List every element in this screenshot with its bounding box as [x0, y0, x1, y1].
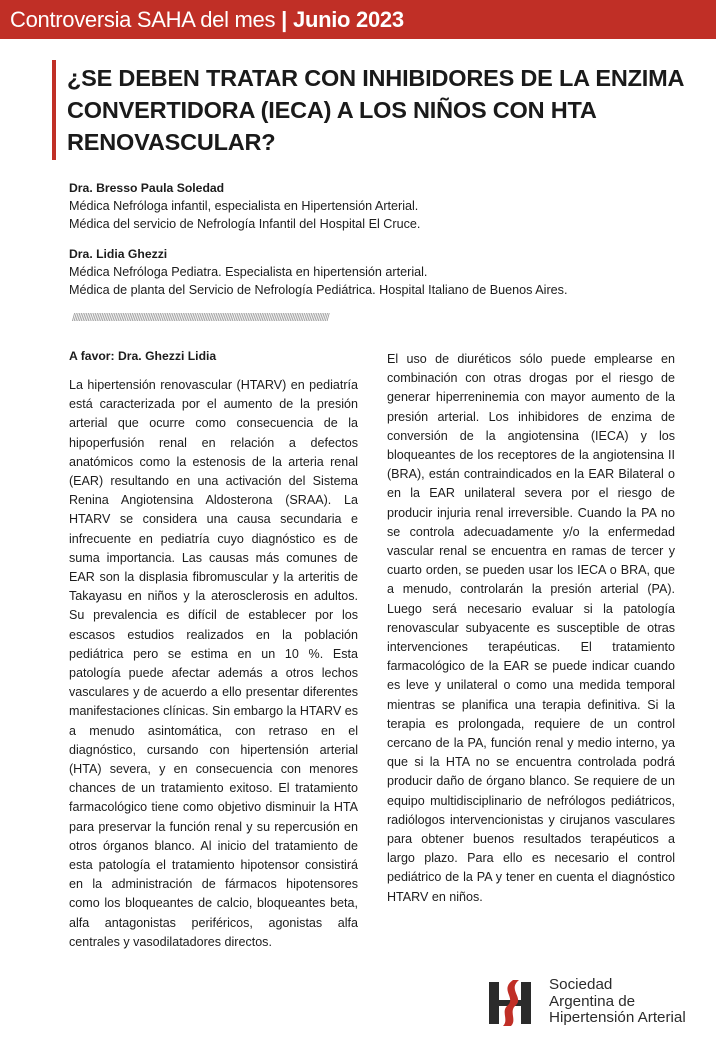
header-date: Junio 2023 — [293, 7, 404, 32]
author-2 — [69, 245, 669, 299]
authors-block — [69, 179, 669, 311]
logo-line-3: Hipertensión Arterial — [549, 1009, 686, 1026]
author-2-line-2: Médica de planta del Servicio de Nefrología Pediátrica. Hospital Italiano de Buenos Aires. — [69, 283, 568, 297]
title-accent-rule — [52, 60, 56, 160]
author-2-line-1: Médica Nefróloga Pediatra. Especialista en hipertensión arterial. — [69, 265, 428, 279]
author-1 — [69, 179, 669, 233]
author-1-line-2: Médica del servicio de Nefrología Infantil del Hospital El Cruce. — [69, 217, 421, 231]
saha-logo — [487, 977, 707, 1029]
header-separator: | — [281, 7, 288, 32]
left-column-text: La hipertensión renovascular (HTARV) en pediatría está caracterizada por el aumento de la presión arterial que ocurre como consecuencia de la hipoperfusión renal en relación a defectos anatómicos como la estenosis de la arteria renal (EAR) resultando en una activación del Sistema Renina Angiotensina Aldosterona (SRAA). La HTARV se considera una causa secundaria e infrecuente en pediatría cuyo diagnóstico es de suma importancia. Las causas más comunes de EAR son la displasia fibromuscular y la arteritis de Takayasu en niños y la aterosclerosis en adultos. Su prevalencia es difícil de establecer por los escasos estudios realizados en la población pediátrica pero se estima en un 10 %. Esta patología puede afectar además a otros lechos vasculares y de acuerdo a ello presentar diferentes manifestaciones clínicas. Sin embargo la HTARV es a menudo asintomática, con retraso en el diagnóstico, cursando con hipertensión arterial (HTA) severa, y en consecuencia con menores chances de un tratamiento exitoso. El tratamiento farmacológico tiene como objetivo disminuir la HTA para preservar la función renal y su repercusión en otros órganos blanco. Al inicio del tratamiento de esta patología el tratamiento hipotensor consistirá en la administración de fármacos hipotensores como los bloqueantes de calcio, bloqueantes beta, alfa antagonistas periféricos, agonistas alfa centrales y vasodilatadores directos. — [69, 378, 358, 949]
logo-line-1: Sociedad — [549, 976, 613, 993]
position-heading: A favor: Dra. Ghezzi Lidia — [69, 349, 217, 363]
right-column — [387, 350, 675, 907]
header-bar — [0, 0, 716, 39]
saha-logo-text — [549, 977, 709, 1027]
saha-h-mark-icon — [487, 980, 537, 1026]
slash-divider: ////////////////////////////////////////////////////////////////////////////////////////////////////////////////////////////////////////////////// — [72, 312, 329, 324]
logo-line-2: Argentina de — [549, 992, 636, 1010]
header-series: Controversia SAHA del mes — [10, 7, 276, 32]
left-column — [69, 348, 358, 952]
author-1-line-1: Médica Nefróloga infantil, especialista en Hipertensión Arterial. — [69, 199, 419, 213]
right-column-text: El uso de diuréticos sólo puede emplearse en combinación con otras drogas por el riesgo de generar hiperreninemia con mayor aumento de la presión arterial. Los inhibidores de enzima de conversión de la angiotensina (IECA) y los bloqueantes de los receptores de la angiotensina II (BRA), están contraindicados en la EAR Bilateral o en la EAR unilateral severa por el riesgo de producir injuria renal irreversible. Cuando la PA no se controla adecuadamente y/o la enfermedad vascular renal se encuentra en ramas de tercer y cuarto orden, se pueden usar los IECA o BRA, que a menudo, controlarán la presión arterial (PA). Luego será necesario evaluar si la patología renovascular subyacente es susceptible de otras intervenciones terapéuticas. El tratamiento farmacológico de la EAR se puede indicar cuando es leve y unilateral o como una medida temporal mientras se planifica una terapia definitiva. Si la terapia es prolongada, requiere de un control cercano de la PA, función renal y medio interno, ya que si la HTA no se encuentra controlada podrá producir daño de órgano blanco. Se requiere de un equipo multidisciplinario de nefrólogos pediátricos, radiólogos intervencionistas y cirujanos vasculares para obtener buenos resultados terapéuticos a largo plazo. Para ello es necesario el control pediátrico de la PA y tener en cuenta el diagnóstico HTARV en niños. — [387, 352, 675, 904]
author-1-name: Dra. Bresso Paula Soledad — [69, 181, 225, 195]
author-2-name: Dra. Lidia Ghezzi — [69, 247, 168, 261]
article-title: ¿SE DEBEN TRATAR CON INHIBIDORES DE LA ENZIMA CONVERTIDORA (IECA) A LOS NIÑOS CON HTA RENOVASCULAR? — [67, 65, 684, 155]
